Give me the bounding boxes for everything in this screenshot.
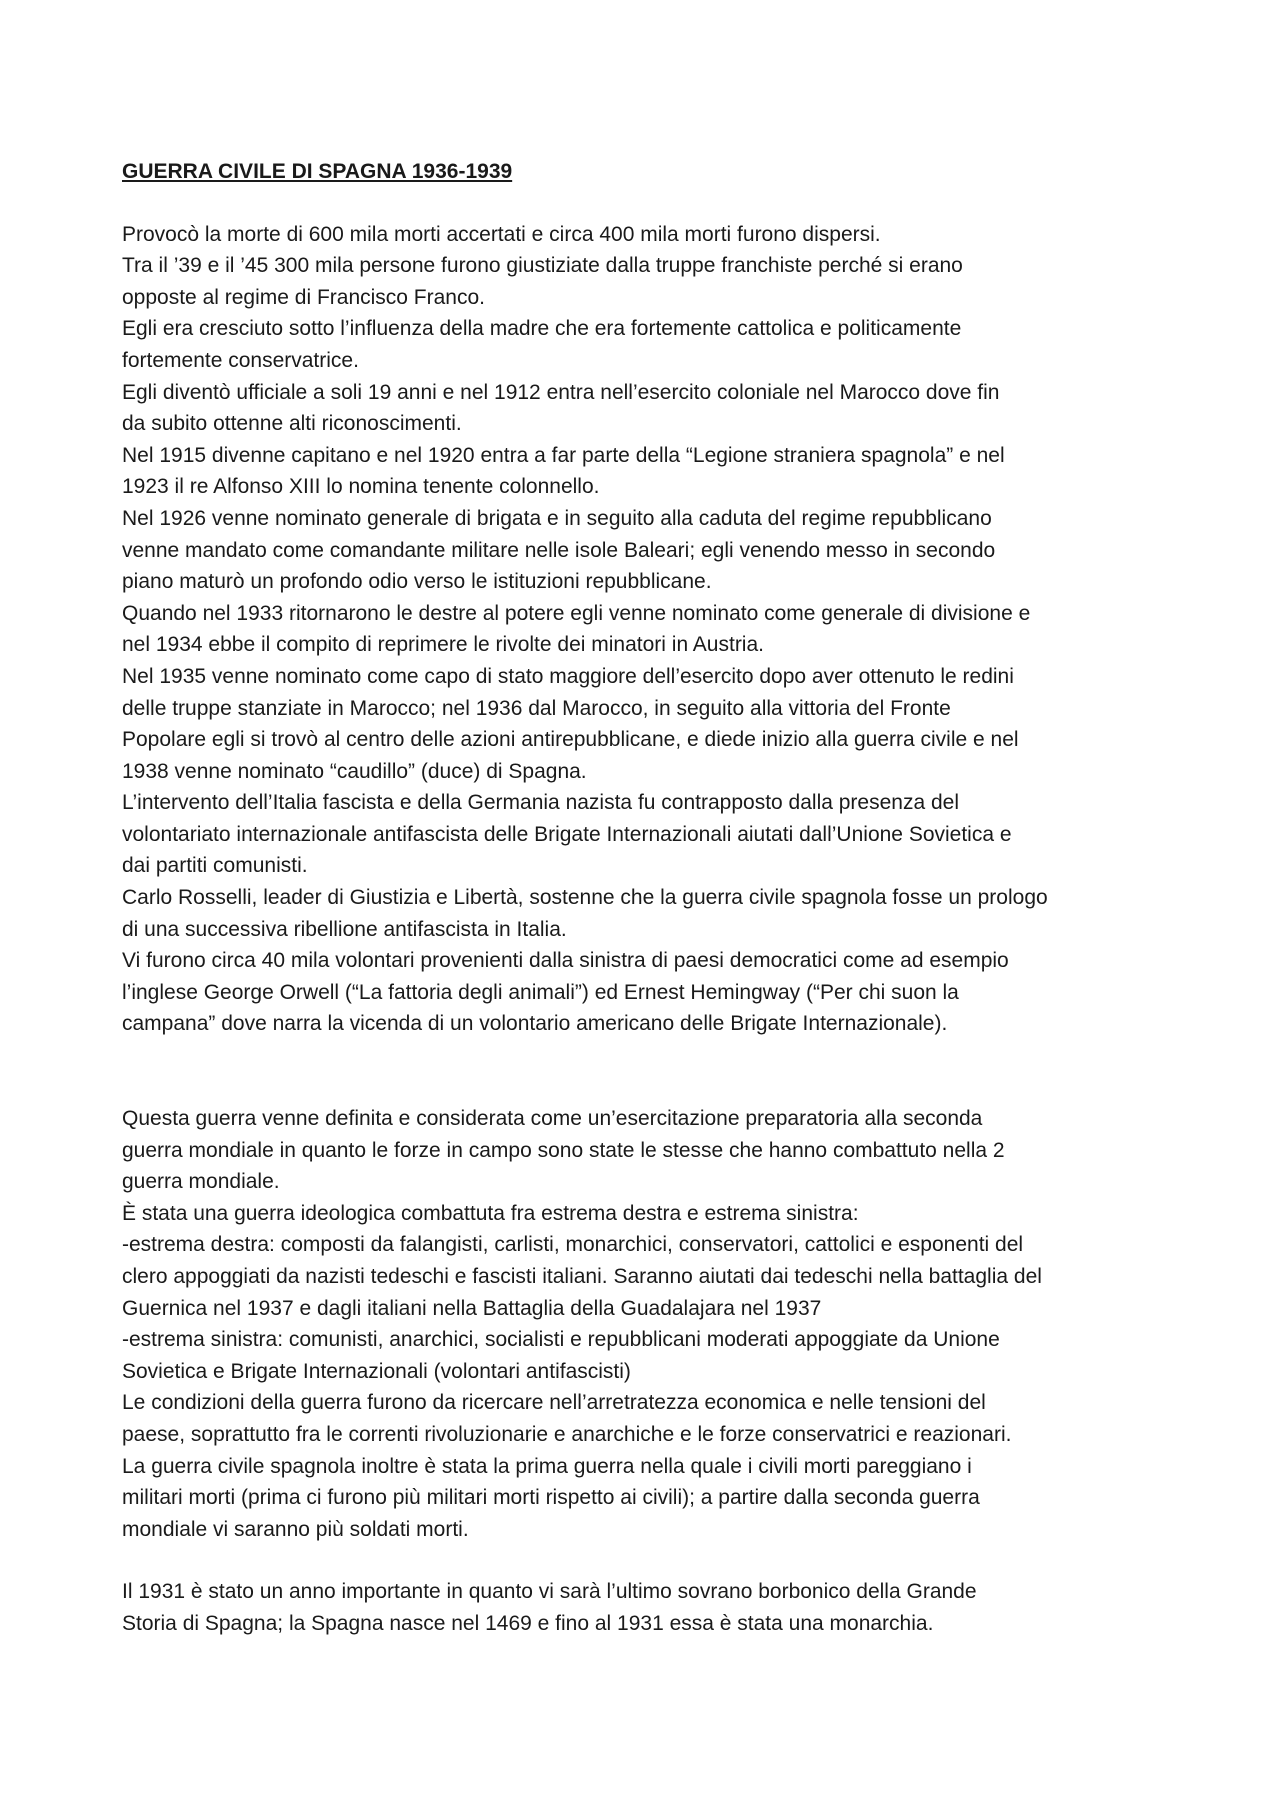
text-line: da subito ottenne alti riconoscimenti. xyxy=(122,412,462,436)
text-line: L’intervento dell’Italia fascista e della Germania nazista fu contrapposto dalla presenza del xyxy=(122,791,959,815)
text-line: nel 1934 ebbe il compito di reprimere le rivolte dei minatori in Austria. xyxy=(122,633,764,657)
text-line: 1923 il re Alfonso XIII lo nomina tenente colonnello. xyxy=(122,475,600,499)
section-1 xyxy=(122,219,1172,1040)
text-line: Nel 1926 venne nominato generale di brigata e in seguito alla caduta del regime repubblicano xyxy=(122,506,992,530)
text-line: di una successiva ribellione antifascista in Italia. xyxy=(122,917,567,941)
text-line: Storia di Spagna; la Spagna nasce nel 1469 e fino al 1931 essa è stata una monarchia. xyxy=(122,1611,934,1635)
paragraph xyxy=(122,661,1172,787)
paragraph xyxy=(122,503,1172,598)
text-line: Guernica nel 1937 e dagli italiani nella Battaglia della Guadalajara nel 1937 xyxy=(122,1296,822,1320)
text-line: volontariato internazionale antifascista delle Brigate Internazionali aiutati dall’Unione Sovietica e xyxy=(122,822,1012,846)
text-line: guerra mondiale in quanto le forze in campo sono state le stesse che hanno combattuto nella 2 xyxy=(122,1138,1005,1162)
paragraph xyxy=(122,598,1172,661)
paragraph xyxy=(122,1576,1172,1639)
document-title: GUERRA CIVILE DI SPAGNA 1936-1939 xyxy=(122,160,513,183)
paragraph xyxy=(122,945,1172,1040)
paragraph xyxy=(122,1103,1172,1198)
text-line: Sovietica e Brigate Internazionali (volontari antifascisti) xyxy=(122,1359,631,1383)
section-3 xyxy=(122,1576,1172,1639)
section-spacer xyxy=(122,1545,1172,1576)
text-line: militari morti (prima ci furono più militari morti rispetto ai civili); a partire dalla seconda guerra xyxy=(122,1486,980,1510)
text-line: Quando nel 1933 ritornarono le destre al potere egli venne nominato come generale di divisione e xyxy=(122,601,1031,625)
text-line: -estrema destra: composti da falangisti, carlisti, monarchici, conservatori, cattolici e esponenti del xyxy=(122,1233,1024,1257)
paragraph xyxy=(122,250,1172,313)
paragraph xyxy=(122,1387,1172,1450)
text-line: Carlo Rosselli, leader di Giustizia e Libertà, sostenne che la guerra civile spagnola fosse un prologo xyxy=(122,886,1048,910)
text-line: dai partiti comunisti. xyxy=(122,854,308,878)
text-line: mondiale vi saranno più soldati morti. xyxy=(122,1517,469,1541)
text-line: l’inglese George Orwell (“La fattoria degli animali”) ed Ernest Hemingway (“Per chi suon la xyxy=(122,980,959,1004)
paragraph xyxy=(122,440,1172,503)
text-line: Popolare egli si trovò al centro delle azioni antirepubblicane, e diede inizio alla guerra civile e nel xyxy=(122,728,1019,752)
document-body xyxy=(122,156,1172,1640)
paragraph xyxy=(122,219,1172,251)
text-line: delle truppe stanziate in Marocco; nel 1936 dal Marocco, in seguito alla vittoria del Fronte xyxy=(122,696,951,720)
text-line: campana” dove narra la vicenda di un volontario americano delle Brigate Internazionale). xyxy=(122,1012,948,1036)
text-line: Tra il ’39 e il ’45 300 mila persone furono giustiziate dalla truppe franchiste perché si erano xyxy=(122,254,963,278)
paragraph xyxy=(122,377,1172,440)
section-2 xyxy=(122,1103,1172,1545)
text-line: Nel 1915 divenne capitano e nel 1920 entra a far parte della “Legione straniera spagnola” e nel xyxy=(122,443,1005,467)
text-line: Il 1931 è stato un anno importante in quanto vi sarà l’ultimo sovrano borbonico della Grande xyxy=(122,1580,977,1604)
text-line: Provocò la morte di 600 mila morti accertati e circa 400 mila morti furono dispersi. xyxy=(122,222,881,246)
paragraph xyxy=(122,1198,1172,1230)
text-line: venne mandato come comandante militare nelle isole Baleari; egli venendo messo in secondo xyxy=(122,538,996,562)
paragraph xyxy=(122,1229,1172,1324)
text-line: opposte al regime di Francisco Franco. xyxy=(122,285,485,309)
text-line: È stata una guerra ideologica combattuta fra estrema destra e estrema sinistra: xyxy=(122,1201,859,1225)
text-line: guerra mondiale. xyxy=(122,1170,280,1194)
paragraph xyxy=(122,313,1172,376)
text-line: Egli era cresciuto sotto l’influenza della madre che era fortemente cattolica e politicamente xyxy=(122,317,962,341)
section-spacer xyxy=(122,1040,1172,1103)
text-line: piano maturò un profondo odio verso le istituzioni repubblicane. xyxy=(122,570,712,594)
paragraph xyxy=(122,787,1172,882)
text-line: 1938 venne nominato “caudillo” (duce) di Spagna. xyxy=(122,759,587,783)
text-line: fortemente conservatrice. xyxy=(122,348,359,372)
text-line: Questa guerra venne definita e considerata come un’esercitazione preparatoria alla seconda xyxy=(122,1107,983,1131)
paragraph xyxy=(122,1451,1172,1546)
text-line: La guerra civile spagnola inoltre è stata la prima guerra nella quale i civili morti pareggiano i xyxy=(122,1454,972,1478)
text-line: Nel 1935 venne nominato come capo di stato maggiore dell’esercito dopo aver ottenuto le redini xyxy=(122,664,1014,688)
text-line: paese, soprattutto fra le correnti rivoluzionarie e anarchiche e le forze conservatrici e reazionari. xyxy=(122,1422,1012,1446)
text-line: Le condizioni della guerra furono da ricercare nell’arretratezza economica e nelle tensioni del xyxy=(122,1391,986,1415)
text-line: clero appoggiati da nazisti tedeschi e fascisti italiani. Saranno aiutati dai tedeschi nella battaglia del xyxy=(122,1265,1042,1288)
text-line: -estrema sinistra: comunisti, anarchici, socialisti e repubblicani moderati appoggiate da Unione xyxy=(122,1328,1000,1352)
text-line: Vi furono circa 40 mila volontari provenienti dalla sinistra di paesi democratici come ad esempio xyxy=(122,949,1009,973)
paragraph xyxy=(122,1324,1172,1387)
paragraph xyxy=(122,882,1172,945)
text-line: Egli diventò ufficiale a soli 19 anni e nel 1912 entra nell’esercito coloniale nel Marocco dove fin xyxy=(122,380,1000,404)
